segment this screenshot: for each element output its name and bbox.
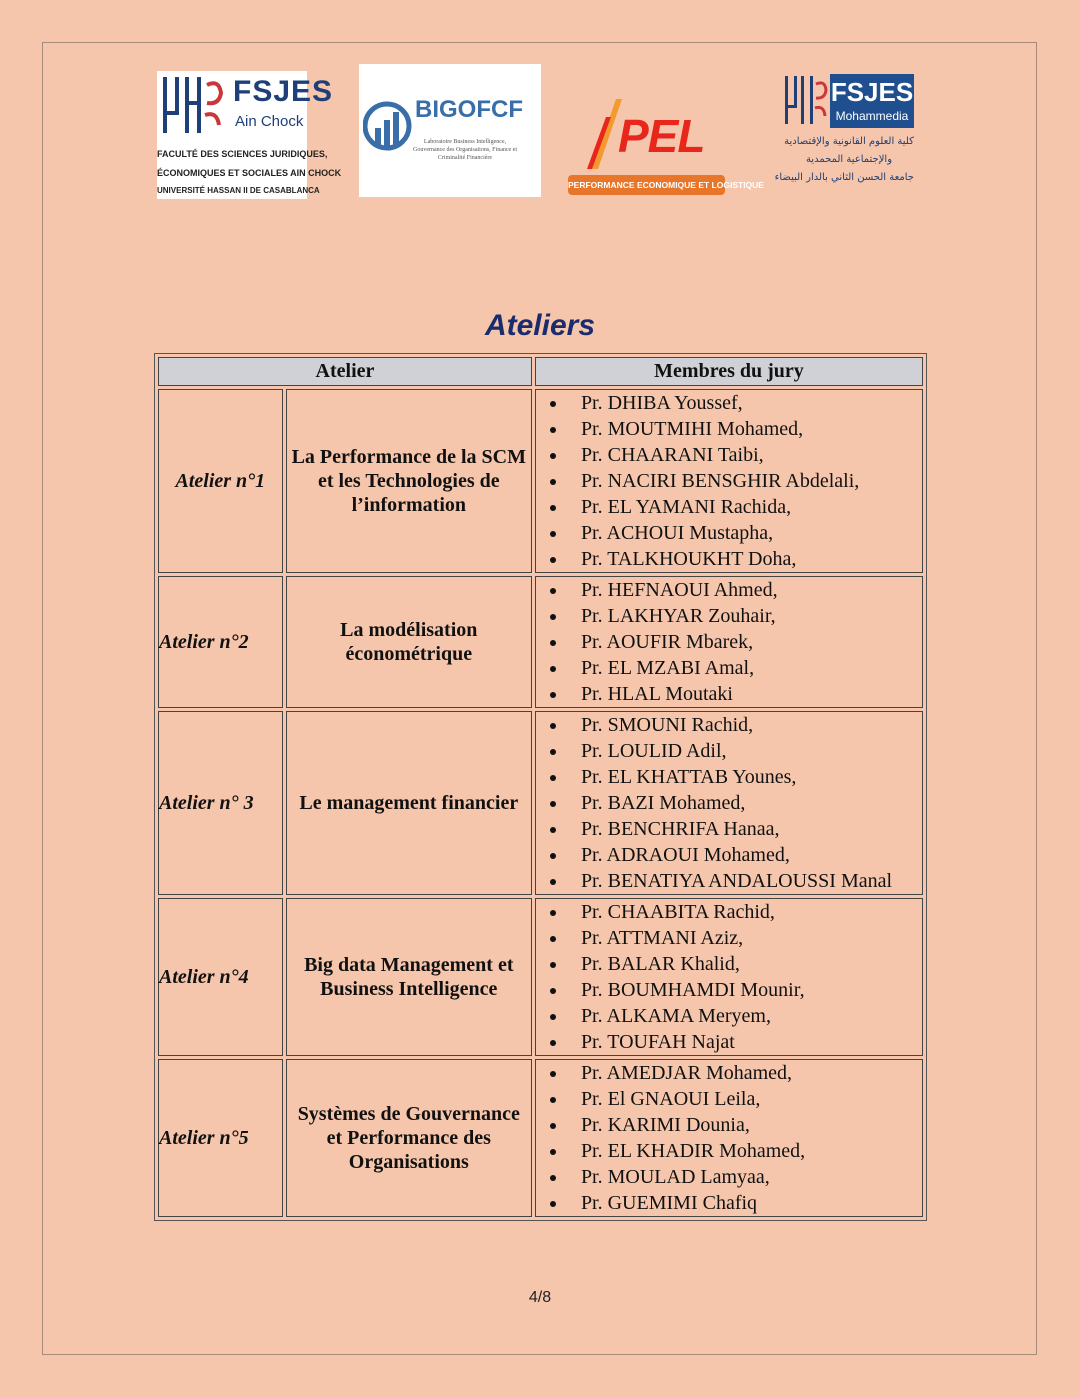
jury-member [536, 925, 922, 951]
jury-member [536, 390, 922, 416]
bullet-icon [550, 853, 556, 859]
fsjes-mohammedia-logo [774, 72, 914, 190]
atelier-theme: La modélisation économétrique [286, 576, 532, 708]
bigofcf-word: BIGOFCF [415, 96, 523, 123]
bigofcf-subtitle: Laboratoire Business Intelligence, Gouvernance des Organisations, Finance et Criminalité Financière [412, 139, 518, 161]
page-number: 4/8 [528, 1289, 552, 1306]
jury-member [536, 603, 922, 629]
faculty-line-1: FACULTÉ DES SCIENCES JURIDIQUES, [157, 149, 328, 159]
atelier-theme: La Performance de la SCM et les Technologies de l’information [286, 389, 532, 573]
jury-member-name: Pr. LOULID Adil, [580, 740, 727, 762]
bullet-icon [550, 1071, 556, 1077]
jury-member-name: Pr. AMEDJAR Mohamed, [580, 1062, 793, 1084]
jury-member [536, 1029, 922, 1055]
jury-member [536, 868, 922, 894]
jury-member-name: Pr. EL MZABI Amal, [580, 657, 755, 679]
fsjes-ain-chock-logo [157, 71, 342, 199]
bullet-icon [550, 879, 556, 885]
bullet-icon [550, 427, 556, 433]
fsjes-word: FSJES [830, 77, 914, 107]
jury-members [535, 1059, 923, 1217]
jury-member [536, 790, 922, 816]
arabic-line-2: والإجتماعية المحمدية [805, 154, 893, 165]
jury-member-name: Pr. SMOUNI Rachid, [580, 714, 754, 736]
jury-member [536, 1003, 922, 1029]
bullet-icon [550, 1123, 556, 1129]
jury-member-name: Pr. BENCHRIFA Hanaa, [580, 818, 780, 840]
bullet-icon [550, 1097, 556, 1103]
uh-emblem-icon [784, 74, 828, 128]
fsjes-sub: Ain Chock [235, 113, 304, 130]
jury-member [536, 977, 922, 1003]
jury-member [536, 546, 922, 572]
atelier-number: Atelier n°5 [158, 1059, 283, 1217]
jury-member-name: Pr. GUEMIMI Chafiq [580, 1192, 758, 1214]
jury-member-name: Pr. TALKHOUKHT Doha, [580, 548, 797, 570]
pel-band: PERFORMANCE ECONOMIQUE ET LOGISTIQUE [568, 175, 725, 195]
jury-member [536, 899, 922, 925]
jury-members [535, 898, 923, 1056]
jury-member [536, 629, 922, 655]
jury-member [536, 712, 922, 738]
atelier-number: Atelier n°1 [158, 389, 283, 573]
jury-member-name: Pr. ATTMANI Aziz, [580, 927, 744, 949]
jury-member [536, 577, 922, 603]
bar-chart-icon [363, 94, 415, 154]
atelier-theme: Le management financier [286, 711, 532, 895]
jury-list [536, 577, 922, 707]
page-title: Ateliers [484, 309, 596, 342]
bullet-icon [550, 401, 556, 407]
ateliers-table [154, 353, 927, 1221]
jury-member-name: Pr. EL KHADIR Mohamed, [580, 1140, 806, 1162]
bullet-icon [550, 749, 556, 755]
jury-member-name: Pr. HEFNAOUI Ahmed, [580, 579, 778, 601]
jury-members [535, 711, 923, 895]
bigofcf-logo [359, 64, 541, 197]
jury-member-name: Pr. CHAABITA Rachid, [580, 901, 775, 923]
bullet-icon [550, 723, 556, 729]
jury-member-name: Pr. El GNAOUI Leila, [580, 1088, 761, 1110]
jury-member [536, 1086, 922, 1112]
jury-member [536, 1112, 922, 1138]
bullet-icon [550, 1149, 556, 1155]
arabic-line-1: كلية العلوم القانونية والإقتصادية [784, 136, 914, 147]
jury-member-name: Pr. KARIMI Dounia, [580, 1114, 750, 1136]
bullet-icon [550, 588, 556, 594]
table-row [158, 711, 923, 895]
jury-member-name: Pr. EL KHATTAB Younes, [580, 766, 797, 788]
header-atelier: Atelier [158, 357, 532, 386]
jury-member-name: Pr. AOUFIR Mbarek, [580, 631, 754, 653]
table-row [158, 576, 923, 708]
fsjes-word: FSJES [233, 75, 334, 108]
jury-member [536, 468, 922, 494]
jury-member [536, 816, 922, 842]
jury-member [536, 416, 922, 442]
jury-member [536, 764, 922, 790]
jury-member-name: Pr. NACIRI BENSGHIR Abdelali, [580, 470, 860, 492]
bullet-icon [550, 640, 556, 646]
jury-list [536, 1060, 922, 1216]
bullet-icon [550, 1201, 556, 1207]
atelier-number: Atelier n°2 [158, 576, 283, 708]
header-membres: Membres du jury [535, 357, 923, 386]
jury-member [536, 951, 922, 977]
table-row [158, 389, 923, 573]
jury-member [536, 738, 922, 764]
jury-member [536, 655, 922, 681]
jury-member [536, 520, 922, 546]
jury-member-name: Pr. BENATIYA ANDALOUSSI Manal [580, 870, 893, 892]
fsjes-mohammedia-box [830, 74, 914, 128]
fsjes-city: Mohammedia [835, 109, 909, 123]
atelier-theme: Systèmes de Gouvernance et Performance des Organisations [286, 1059, 532, 1217]
bullet-icon [550, 557, 556, 563]
jury-member-name: Pr. ADRAOUI Mohamed, [580, 844, 790, 866]
jury-member [536, 494, 922, 520]
bullet-icon [550, 666, 556, 672]
jury-member-name: Pr. DHIBA Youssef, [580, 392, 743, 414]
jury-member-name: Pr. EL YAMANI Rachida, [580, 496, 792, 518]
jury-member [536, 1190, 922, 1216]
jury-member-name: Pr. TOUFAH Najat [580, 1031, 735, 1053]
faculty-line-3: UNIVERSITÉ HASSAN II DE CASABLANCA [157, 186, 320, 195]
jury-member-name: Pr. BALAR Khalid, [580, 953, 740, 975]
jury-member-name: Pr. ACHOUI Mustapha, [580, 522, 774, 544]
jury-members [535, 576, 923, 708]
bullet-icon [550, 479, 556, 485]
jury-list [536, 712, 922, 894]
jury-member-name: Pr. MOULAD Lamyaa, [580, 1166, 770, 1188]
bullet-icon [550, 910, 556, 916]
bullet-icon [550, 531, 556, 537]
jury-member-name: Pr. MOUTMIHI Mohamed, [580, 418, 804, 440]
arabic-line-3: جامعة الحسن الثاني بالدار البيضاء [774, 172, 914, 183]
pel-word: PEL [618, 110, 705, 162]
jury-member-name: Pr. CHAARANI Taibi, [580, 444, 764, 466]
bullet-icon [550, 453, 556, 459]
jury-member [536, 1138, 922, 1164]
jury-member [536, 681, 922, 707]
jury-member [536, 1164, 922, 1190]
table-row [158, 898, 923, 1056]
faculty-line-2: ÉCONOMIQUES ET SOCIALES AIN CHOCK [157, 168, 342, 178]
jury-member-name: Pr. BAZI Mohamed, [580, 792, 746, 814]
atelier-number: Atelier n° 3 [158, 711, 283, 895]
jury-member [536, 442, 922, 468]
jury-member [536, 1060, 922, 1086]
jury-member [536, 842, 922, 868]
jury-member-name: Pr. ALKAMA Meryem, [580, 1005, 771, 1027]
pel-logo [568, 95, 764, 197]
uh-emblem-icon [161, 75, 225, 137]
jury-members [535, 389, 923, 573]
bullet-icon [550, 1040, 556, 1046]
jury-member-name: Pr. LAKHYAR Zouhair, [580, 605, 776, 627]
bullet-icon [550, 692, 556, 698]
jury-list [536, 390, 922, 572]
table-header-row [158, 357, 923, 386]
bullet-icon [550, 775, 556, 781]
jury-list [536, 899, 922, 1055]
bullet-icon [550, 1175, 556, 1181]
bullet-icon [550, 505, 556, 511]
table-row [158, 1059, 923, 1217]
bullet-icon [550, 1014, 556, 1020]
atelier-number: Atelier n°4 [158, 898, 283, 1056]
bullet-icon [550, 962, 556, 968]
jury-member-name: Pr. HLAL Moutaki [580, 683, 733, 705]
bullet-icon [550, 936, 556, 942]
bullet-icon [550, 801, 556, 807]
atelier-theme: Big data Management et Business Intelligence [286, 898, 532, 1056]
bullet-icon [550, 614, 556, 620]
bullet-icon [550, 827, 556, 833]
jury-member-name: Pr. BOUMHAMDI Mounir, [580, 979, 805, 1001]
bullet-icon [550, 988, 556, 994]
